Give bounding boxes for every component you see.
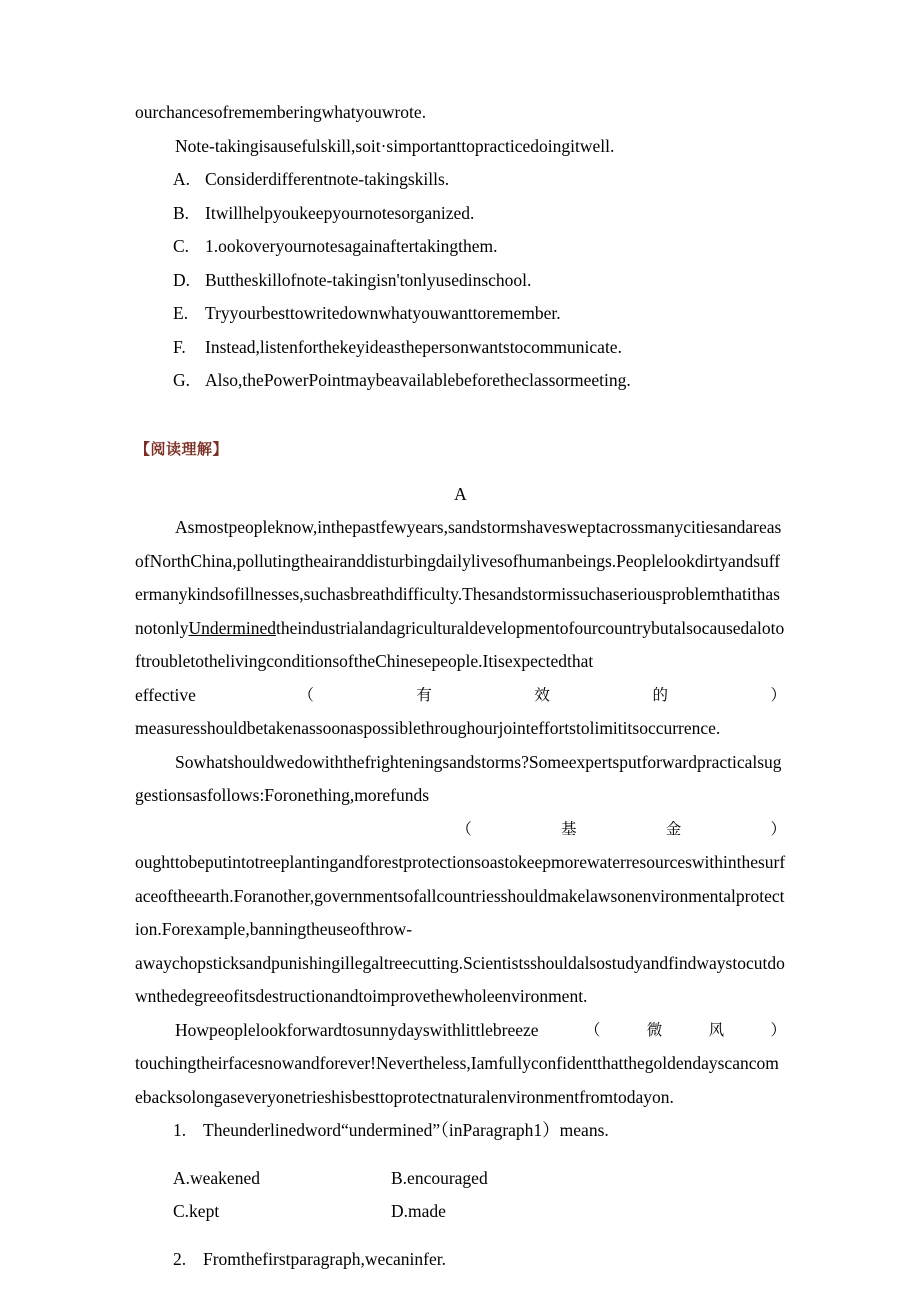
option-text: 1.ookoveryournotesagainaftertakingthem.	[205, 236, 498, 256]
option-letter: A.	[173, 169, 191, 189]
option-row	[173, 364, 786, 398]
option-text: Buttheskillofnote-takingisn'tonlyusedinschool.	[205, 269, 532, 290]
passage-paragraph-1	[135, 511, 786, 679]
gloss-open-paren: （	[584, 1020, 601, 1039]
spacer	[135, 464, 786, 478]
choice-row	[173, 1195, 786, 1229]
question-text: Theunderlinedword“undermined”（inParagraph1）means.	[203, 1120, 609, 1140]
option-letter: B.	[173, 202, 190, 223]
choice-option[interactable]: A.weakened	[173, 1167, 260, 1188]
option-row	[173, 230, 786, 264]
passage-label: A	[454, 483, 467, 504]
gloss-char: 风	[708, 1020, 725, 1039]
gloss-close-paren: ）	[770, 819, 786, 838]
gloss-char: 微	[646, 1020, 663, 1039]
question-number: 1.	[173, 1120, 187, 1140]
gloss-spacer	[135, 813, 367, 847]
passage-paragraph-1-tail: measuresshouldbetakenassoonaspossiblethroughourjointeffortstolimititsoccurrence.	[135, 718, 721, 738]
spacer	[135, 1148, 786, 1162]
question-text: Fromthefirstparagraph,wecaninfer.	[203, 1248, 446, 1269]
option-row	[173, 331, 786, 365]
gloss-word: effective	[135, 684, 196, 705]
question-row	[173, 1243, 786, 1277]
gloss-close-paren: ）	[770, 685, 786, 704]
option-text: Also,thePowerPointmaybeavailablebeforetheclassormeeting.	[205, 370, 631, 390]
paragraph-1-text-before-underline: Asmostpeopleknow,inthepastfewyears,sandstormshavesweptacrossmanycitiesandareasofNorthChina,pollutingtheairanddisturbingdailylivesofhumanbeings.Peoplelookdirtyandsuffermanykindsofillnesses,suchasbreathdifficulty.Thesandstormissuchaseriousproblemthatithasnotonly	[135, 517, 782, 638]
gloss-char: 金	[665, 819, 682, 838]
document-content	[135, 96, 786, 1276]
gloss-line-funds	[135, 813, 786, 847]
gloss-open-paren: （	[298, 685, 314, 704]
gloss-close-paren: ）	[770, 1020, 786, 1039]
option-text: Itwillhelpyoukeepyournotesorganized.	[205, 202, 475, 223]
question-number: 2.	[173, 1248, 187, 1269]
passage-paragraph-2-tail: awaychopsticksandpunishingillegaltreecutting.Scientistsshouldalsostudyandfindwaystocutdownthedegreeofitsdestructionandtoimprovethewholeenvironment.	[135, 952, 785, 1006]
gloss-line-breeze	[135, 1014, 786, 1048]
spacer	[135, 398, 786, 434]
gloss-line-effective	[135, 679, 786, 713]
option-text: Tryyourbesttowritedownwhatyouwanttoremember.	[205, 303, 561, 323]
question-row	[173, 1114, 786, 1148]
continuation-line: ourchancesofrememberingwhatyouwrote.	[135, 102, 427, 122]
spacer	[135, 1229, 786, 1243]
option-row	[173, 297, 786, 331]
passage-paragraph-2-head: Sowhatshouldwedowiththefrighteningsandstorms?Someexpertsputforwardpracticalsuggestionsasfollows:Foronething,morefunds	[135, 751, 782, 805]
gloss-char: 有	[416, 685, 432, 704]
gloss-char: 效	[534, 685, 550, 704]
option-letter: E.	[173, 303, 189, 323]
option-letter: C.	[173, 236, 190, 256]
underlined-word: Undermined	[188, 617, 276, 638]
gloss-char: 基	[560, 819, 577, 838]
option-letter: G.	[173, 370, 191, 390]
choice-option[interactable]: B.encouraged	[391, 1167, 488, 1188]
option-letter: F.	[173, 336, 186, 357]
gloss-open-paren: （	[456, 819, 472, 838]
option-row	[173, 163, 786, 197]
choice-option[interactable]: D.made	[391, 1201, 446, 1221]
choice-option[interactable]: C.kept	[173, 1201, 220, 1221]
section-heading: 【阅读理解】	[135, 439, 229, 458]
passage-paragraph-2-mid: oughttobeputintotreeplantingandforestprotectionsoastokeepmorewaterresourceswithinthesurfaceoftheearth.Foranother,governmentsofallcountriesshouldmakelawsonenvironmentalprotection.Forexample,banningtheuseofthrow-	[135, 852, 786, 939]
option-row	[173, 264, 786, 298]
paragraph-3-head: Howpeoplelookforwardtosunnydayswithlittlebreeze	[175, 1019, 539, 1040]
option-text: Instead,listenforthekeyideasthepersonwantstocommunicate.	[205, 336, 622, 357]
option-text: Considerdifferentnote-takingskills.	[205, 169, 450, 189]
gloss-char: 的	[652, 685, 668, 704]
option-letter: D.	[173, 269, 191, 290]
option-row	[173, 197, 786, 231]
paragraph-1-text-after-underline: theindustrialandagriculturaldevelopmentofourcountrybutalsocausedalotoftroubletothelivingconditionsoftheChinesepeople.Itisexpectedthat	[135, 617, 785, 671]
passage-paragraph-3-tail: touchingtheirfacesnowandforever!Nevertheless,Iamfullyconfidentthatthegoldendayscancomebacksolongaseveryonetrieshisbesttoprotectnaturalenvironmentfromtodayon.	[135, 1053, 779, 1107]
choice-row	[173, 1162, 786, 1196]
lead-sentence: Note-takingisausefulskill,soit·simportanttopracticedoingitwell.	[175, 135, 615, 156]
